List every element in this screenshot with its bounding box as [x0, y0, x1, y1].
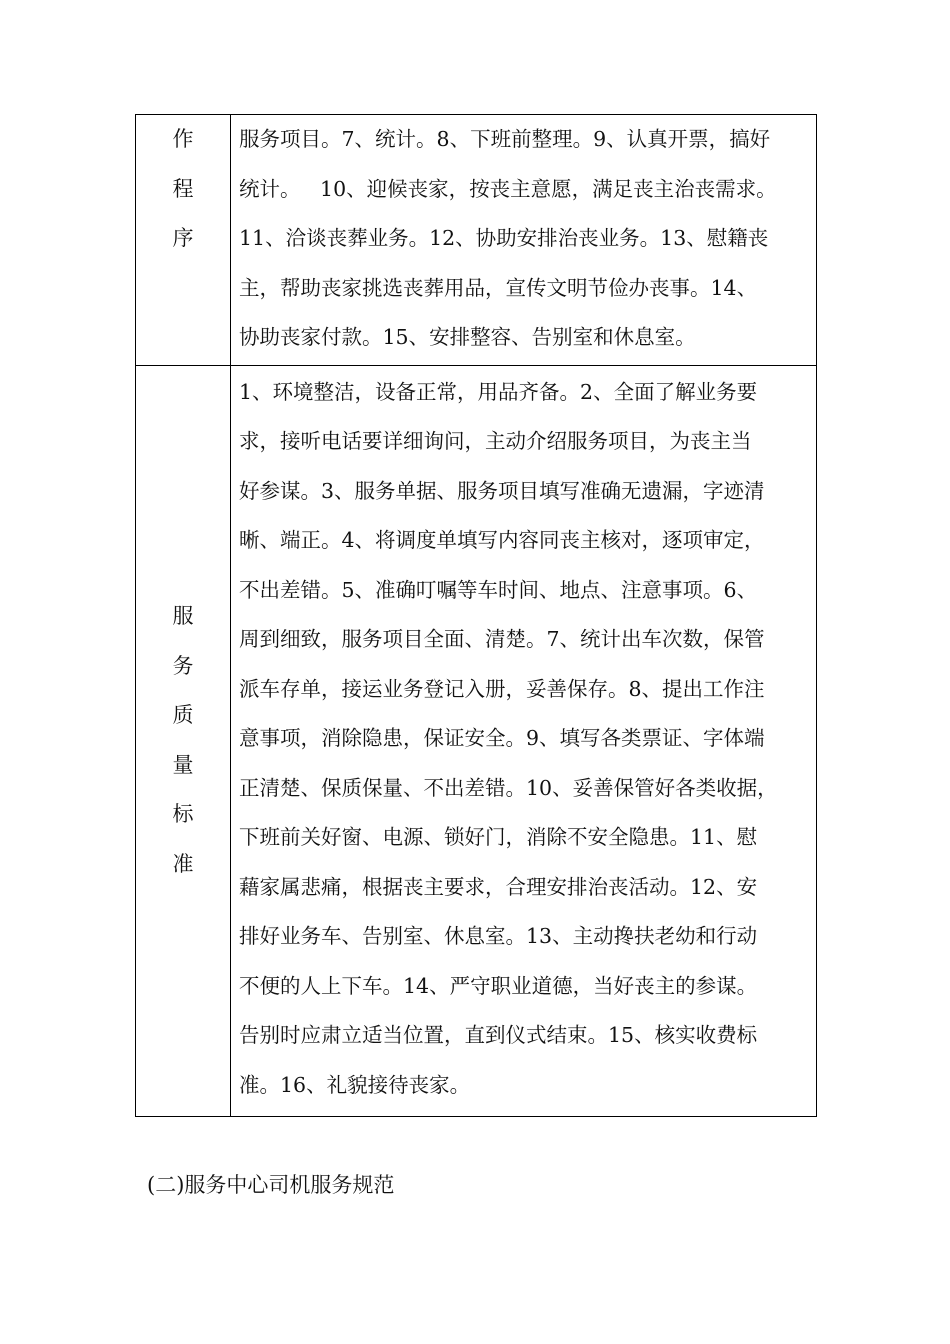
content-line: 1、环境整洁，设备正常，用品齐备。2、全面了解业务要	[239, 379, 758, 404]
content-line: 好参谋。3、服务单据、服务项目填写准确无遗漏，字迹清	[239, 478, 765, 503]
label-char: 序	[172, 226, 194, 250]
row-label-service-quality	[136, 365, 231, 1117]
content-line: 正清楚、保质保量、不出差错。10、妥善保管好各类收据，	[239, 775, 778, 800]
content-line: 派车存单，接运业务登记入册，妥善保存。8、提出工作注	[239, 676, 765, 701]
label-char: 程	[172, 176, 194, 201]
label-char: 务	[172, 653, 194, 678]
content-line: 求，接听电话要详细询问，主动介绍服务项目，为丧主当	[239, 429, 752, 453]
row-content-work-procedure	[231, 115, 817, 366]
content-line: 周到细致，服务项目全面、清楚。7、统计出车次数，保管	[239, 627, 765, 651]
content-line: 统计。 10、迎候丧家，按丧主意愿，满足丧主治丧需求。	[239, 176, 777, 201]
label-stack	[136, 115, 230, 264]
label-char: 准	[172, 851, 194, 876]
content-line: 不出差错。5、准确叮嘱等车时间、地点、注意事项。6、	[239, 577, 758, 602]
row-content-service-quality	[231, 365, 817, 1117]
label-stack	[136, 592, 230, 889]
section-heading: (二)服务中心司机服务规范	[147, 1173, 395, 1197]
label-char: 作	[172, 127, 194, 151]
content-line: 意事项，消除隐患，保证安全。9、填写各类票证、字体端	[239, 726, 765, 750]
content-line: 准。16、礼貌接待丧家。	[239, 1072, 471, 1097]
label-char: 量	[172, 752, 194, 777]
content-line: 排好业务车、告别室、休息室。13、主动搀扶老幼和行动	[239, 924, 758, 948]
content-paragraph	[231, 115, 816, 365]
label-char: 质	[172, 703, 194, 728]
table-row-service-quality	[136, 365, 817, 1117]
row-label-work-procedure	[136, 115, 231, 366]
content-line: 不便的人上下车。14、严守职业道德，当好丧主的参谋。	[239, 973, 758, 998]
service-standards-table	[135, 114, 817, 1117]
content-line: 11、洽谈丧葬业务。12、协助安排治丧业务。13、慰籍丧	[239, 226, 769, 250]
content-line: 服务项目。7、统计。8、下班前整理。9、认真开票，搞好	[239, 127, 771, 151]
content-line: 告别时应肃立适当位置，直到仪式结束。15、核实收费标	[239, 1023, 758, 1047]
content-paragraph	[231, 366, 816, 1117]
label-char: 标	[172, 802, 194, 827]
table-row-work-procedure	[136, 115, 817, 366]
label-char: 服	[172, 604, 194, 629]
content-line: 晰、端正。4、将调度单填写内容同丧主核对，逐项审定，	[239, 528, 765, 552]
content-line: 协助丧家付款。15、安排整容、告别室和休息室。	[239, 325, 696, 349]
content-line: 下班前关好窗、电源、锁好门，消除不安全隐患。11、慰	[239, 825, 758, 849]
content-line: 藉家属悲痛，根据丧主要求，合理安排治丧活动。12、安	[239, 874, 758, 899]
content-line: 主，帮助丧家挑选丧葬用品，宣传文明节俭办丧事。14、	[239, 275, 758, 300]
